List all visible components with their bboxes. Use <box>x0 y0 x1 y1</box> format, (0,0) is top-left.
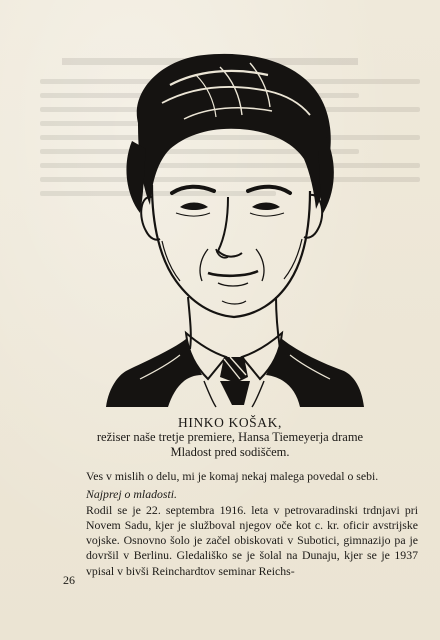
portrait-illustration <box>100 45 370 415</box>
portrait-caption <box>60 415 400 460</box>
caption-line-3: Mladost pred sodiščem. <box>170 445 290 459</box>
subheading: Najprej o mladosti. <box>86 487 177 502</box>
page-number: 26 <box>63 573 75 587</box>
caption-line-2: režiser naše tretje premiere, Hansa Tiemeyerja drame <box>96 430 364 444</box>
caption-name: HINKO KOŠAK, <box>178 415 282 430</box>
body-text <box>86 469 418 579</box>
intro-paragraph: Ves v mislih o delu, mi je komaj nekaj malega povedal o sebi. <box>86 469 379 483</box>
biography-paragraph: Rodil se je 22. septembra 1916. leta v petrovaradinski trdnjavi pri Novem Sadu, kjer je služboval njegov oče kot c. kr. oficir avstrijske vojske. Osnovno šolo je začel obiskovati v Subotici, gimnazijo pa je dovršil v Berlinu. Gledališko se je šolal na Dunaju, kjer se je 1937 vpisal v bivši Reinchardtov seminar Reichs- <box>86 502 418 578</box>
